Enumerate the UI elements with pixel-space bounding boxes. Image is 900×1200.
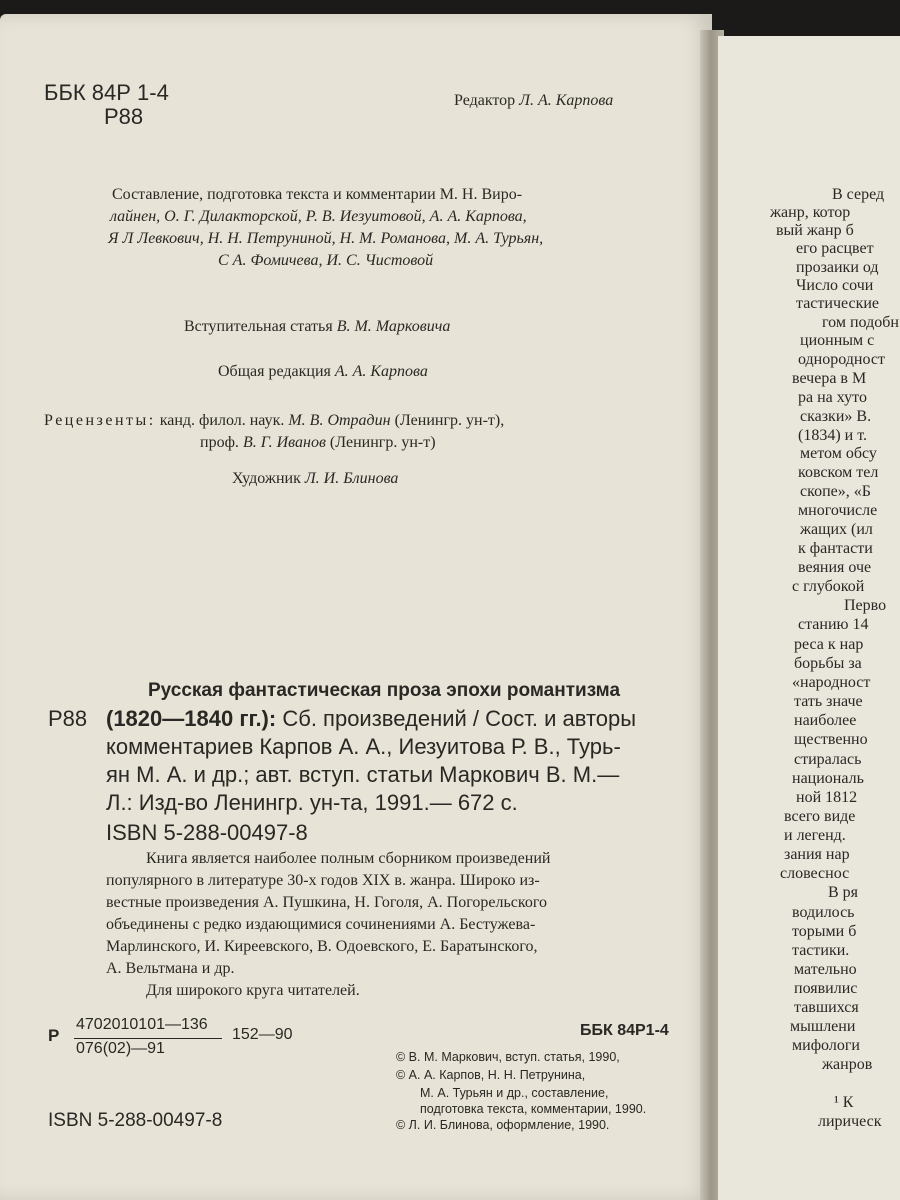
catalog-line-3: ян М. А. и др.; авт. вступ. статьи Маркович В. М.— xyxy=(106,762,620,787)
right-line: и легенд. xyxy=(784,827,846,844)
general-editor-label: Общая редакция xyxy=(218,363,331,380)
right-line: вый жанр б xyxy=(776,222,854,239)
book-title: Русская фантастическая проза эпохи романтизма xyxy=(148,680,621,701)
right-line: его расцвет xyxy=(796,240,874,257)
reviewer2-title: проф. xyxy=(200,434,239,451)
right-line: к фантасти xyxy=(798,540,873,557)
right-line: (1834) и т. xyxy=(798,427,868,444)
right-line: националь xyxy=(792,770,864,787)
compilation-line-3: Я Л Левкович, Н. Н. Петруниной, Н. М. Романова, М. А. Турьян, xyxy=(108,230,544,247)
right-line: с глубокой xyxy=(792,578,865,595)
intro-author: В. М. Марковича xyxy=(336,318,451,335)
right-line: торыми б xyxy=(792,923,857,940)
formula-suffix: 152—90 xyxy=(232,1026,293,1043)
right-line: тать значе xyxy=(794,693,863,710)
formula-denominator: 076(02)—91 xyxy=(76,1040,165,1057)
right-line: тастические xyxy=(796,295,880,312)
annotation-line-2: популярного в литературе 30-х годов XIX в. жанра. Широко из- xyxy=(106,872,540,889)
annotation-line-7: Для широкого круга читателей. xyxy=(146,982,360,999)
right-line: появилис xyxy=(794,980,858,997)
right-line: гом подобн xyxy=(822,314,899,331)
copyright-line-4: подготовка текста, комментарии, 1990. xyxy=(420,1102,647,1116)
intro-label: Вступительная статья xyxy=(184,318,333,335)
reviewers-label: Рецензенты: xyxy=(44,412,156,429)
catalog-line-1: (1820—1840 гг.): Сб. произведений / Сост. и авторы xyxy=(106,706,637,731)
right-line: тастики. xyxy=(792,942,850,959)
catalog-line-4: Л.: Изд-во Ленингр. ун-та, 1991.— 672 с. xyxy=(106,790,518,815)
annotation-line-1: Книга является наиболее полным сборником произведений xyxy=(146,850,551,867)
right-line: наиболее xyxy=(794,712,857,729)
right-line: В ря xyxy=(828,884,859,901)
catalog-line-2: комментариев Карпов А. А., Иезуитова Р. В., Турь- xyxy=(106,734,621,759)
reviewer1-title: канд. филол. наук. xyxy=(159,412,285,429)
compilation-line-2: лайнен, О. Г. Дилакторской, Р. В. Иезуитовой, А. А. Карпова, xyxy=(110,208,527,225)
right-line: мышлени xyxy=(790,1018,856,1035)
right-line: Число сочи xyxy=(796,277,874,294)
right-line: жанров xyxy=(822,1056,873,1073)
artist-label: Художник xyxy=(232,470,301,487)
right-line: прозаики од xyxy=(796,259,879,276)
right-line: словеснос xyxy=(780,865,850,882)
formula-numerator: 4702010101—136 xyxy=(76,1016,208,1033)
right-line: ра на хуто xyxy=(798,389,867,406)
compilation-line-1: Составление, подготовка текста и комментарии М. Н. Виро- xyxy=(112,186,523,203)
editor-line xyxy=(454,92,613,110)
intro-article-line xyxy=(184,318,450,336)
right-line: В серед xyxy=(832,186,885,203)
editor-name: Л. А. Карпова xyxy=(519,92,614,109)
general-editor-name: А. А. Карпова xyxy=(334,363,428,380)
right-line: ционным с xyxy=(800,332,875,349)
reviewers-line-2 xyxy=(200,434,436,452)
right-line: сказки» В. xyxy=(800,408,872,425)
reviewer2-affiliation: (Ленингр. ун-т) xyxy=(329,434,436,451)
copyright-line-3: М. А. Турьян и др., составление, xyxy=(420,1086,609,1100)
right-line: ной 1812 xyxy=(796,789,858,806)
right-page-text xyxy=(770,180,900,1190)
catalog-isbn: ISBN 5-288-00497-8 xyxy=(106,820,308,845)
right-line: всего виде xyxy=(784,808,856,825)
annotation-line-3: вестные произведения А. Пушкина, Н. Гоголя, А. Погорельского xyxy=(106,894,547,911)
right-line: однородност xyxy=(798,351,885,368)
copyright-line-2: © А. А. Карпов, Н. Н. Петрунина, xyxy=(396,1068,586,1082)
artist-name: Л. И. Блинова xyxy=(304,470,399,487)
right-line: реса к нар xyxy=(794,636,864,653)
artist-line xyxy=(232,470,398,488)
right-line: вечера в М xyxy=(792,370,867,387)
right-line: жанр, котор xyxy=(770,204,851,221)
right-line: Перво xyxy=(844,597,887,614)
right-line: водилось xyxy=(792,904,855,921)
reviewer1-name: М. В. Отрадин xyxy=(288,412,391,429)
copyright-line-1: © В. М. Маркович, вступ. статья, 1990, xyxy=(396,1050,620,1064)
right-line: щественно xyxy=(794,731,868,748)
reviewer1-affiliation: (Ленингр. ун-т), xyxy=(394,412,505,429)
annotation-line-4: объединены с редко издающимися сочинениями А. Бестужева- xyxy=(106,916,536,933)
formula-letter: Р xyxy=(48,1026,60,1045)
editor-label: Редактор xyxy=(454,92,516,109)
catalog-code-top: Р88 xyxy=(104,104,144,129)
right-footnote-line: ¹ К xyxy=(834,1094,854,1111)
right-line: жащих (ил xyxy=(800,521,873,538)
right-line: мательно xyxy=(794,961,857,978)
bbk-code-top: ББК 84Р 1-4 xyxy=(44,80,169,105)
right-line: стиралась xyxy=(794,751,862,768)
bbk-code-bottom: ББК 84Р1-4 xyxy=(580,1022,669,1039)
compilation-line-4: С А. Фомичева, И. С. Чистовой xyxy=(218,252,434,269)
right-line: скопе», «Б xyxy=(800,483,871,500)
isbn-bottom: ISBN 5-288-00497-8 xyxy=(48,1110,223,1131)
formula-fraction-bar xyxy=(74,1038,222,1039)
right-line: метом обсу xyxy=(800,445,877,462)
right-line: многочисле xyxy=(798,502,878,519)
annotation-line-5: Марлинского, И. Киреевского, В. Одоевского, Е. Баратынского, xyxy=(106,938,538,955)
right-line: борьбы за xyxy=(794,655,862,672)
reviewer2-name: В. Г. Иванов xyxy=(242,434,326,451)
copyright-line-5: © Л. И. Блинова, оформление, 1990. xyxy=(396,1118,610,1132)
right-line: веяния оче xyxy=(798,559,872,576)
reviewers-line-1 xyxy=(44,412,504,430)
general-editor-line xyxy=(218,363,428,381)
right-line: тавшихся xyxy=(794,999,859,1016)
right-line: «народност xyxy=(792,674,871,691)
catalog-code: Р88 xyxy=(48,706,88,731)
right-line: ковском тел xyxy=(798,464,879,481)
right-line: зания нар xyxy=(784,846,850,863)
right-line: станию 14 xyxy=(798,616,869,633)
right-footnote-line: лирическ xyxy=(818,1113,882,1130)
right-line: мифологи xyxy=(792,1037,860,1054)
annotation-line-6: А. Вельтмана и др. xyxy=(106,960,235,977)
